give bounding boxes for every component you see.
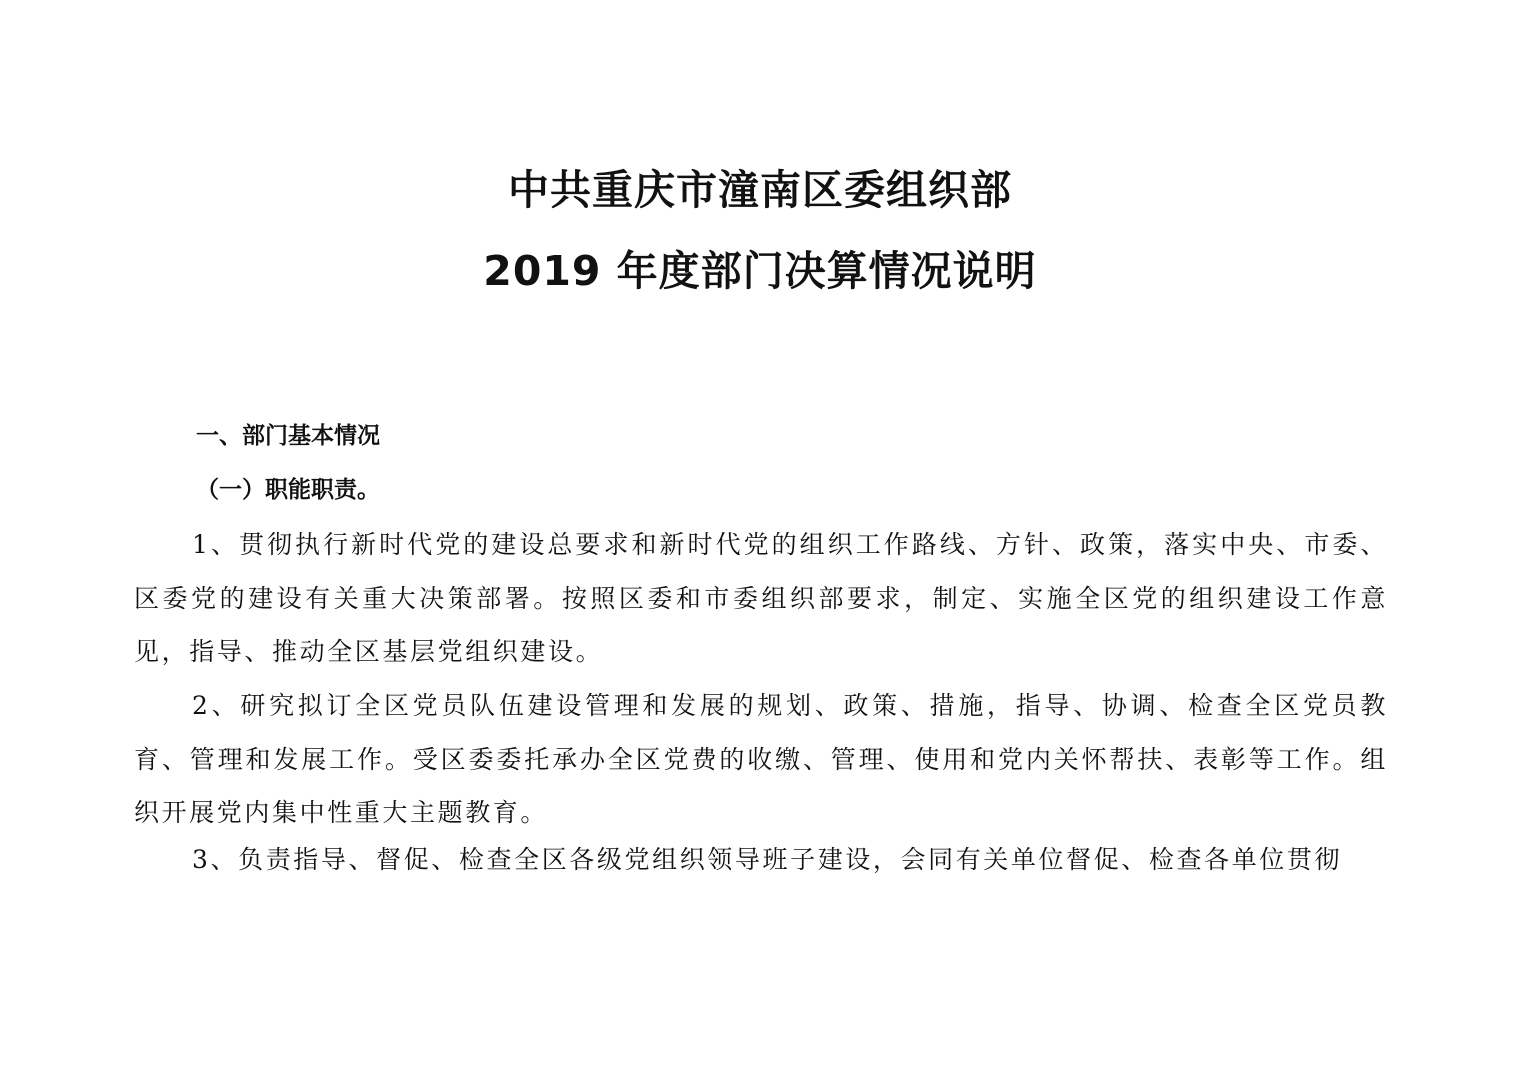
paragraph-2: 2、研究拟订全区党员队伍建设管理和发展的规划、政策、措施，指导、协调、检查全区党员教育、管理和发展工作。受区委委托承办全区党费的收缴、管理、使用和党内关怀帮扶、表彰等工作。组织开展党内集中性重大主题教育。 (134, 691, 1388, 827)
paragraph-1: 1、贯彻执行新时代党的建设总要求和新时代党的组织工作路线、方针、政策，落实中央、市委、区委党的建设有关重大决策部署。按照区委和市委组织部要求，制定、实施全区党的组织建设工作意见，指导、推动全区基层党组织建设。 (134, 530, 1388, 666)
subsection-heading: （一）职能职责。 (196, 477, 380, 503)
paragraph-3: 3、负责指导、督促、检查全区各级党组织领导班子建设，会同有关单位督促、检查各单位贯彻 (192, 845, 1343, 874)
document-title-line-2: 2019 年度部门决算情况说明 (483, 247, 1037, 295)
section-heading: 一、部门基本情况 (196, 423, 380, 449)
document-title-line-1: 中共重庆市潼南区委组织部 (508, 166, 1012, 214)
